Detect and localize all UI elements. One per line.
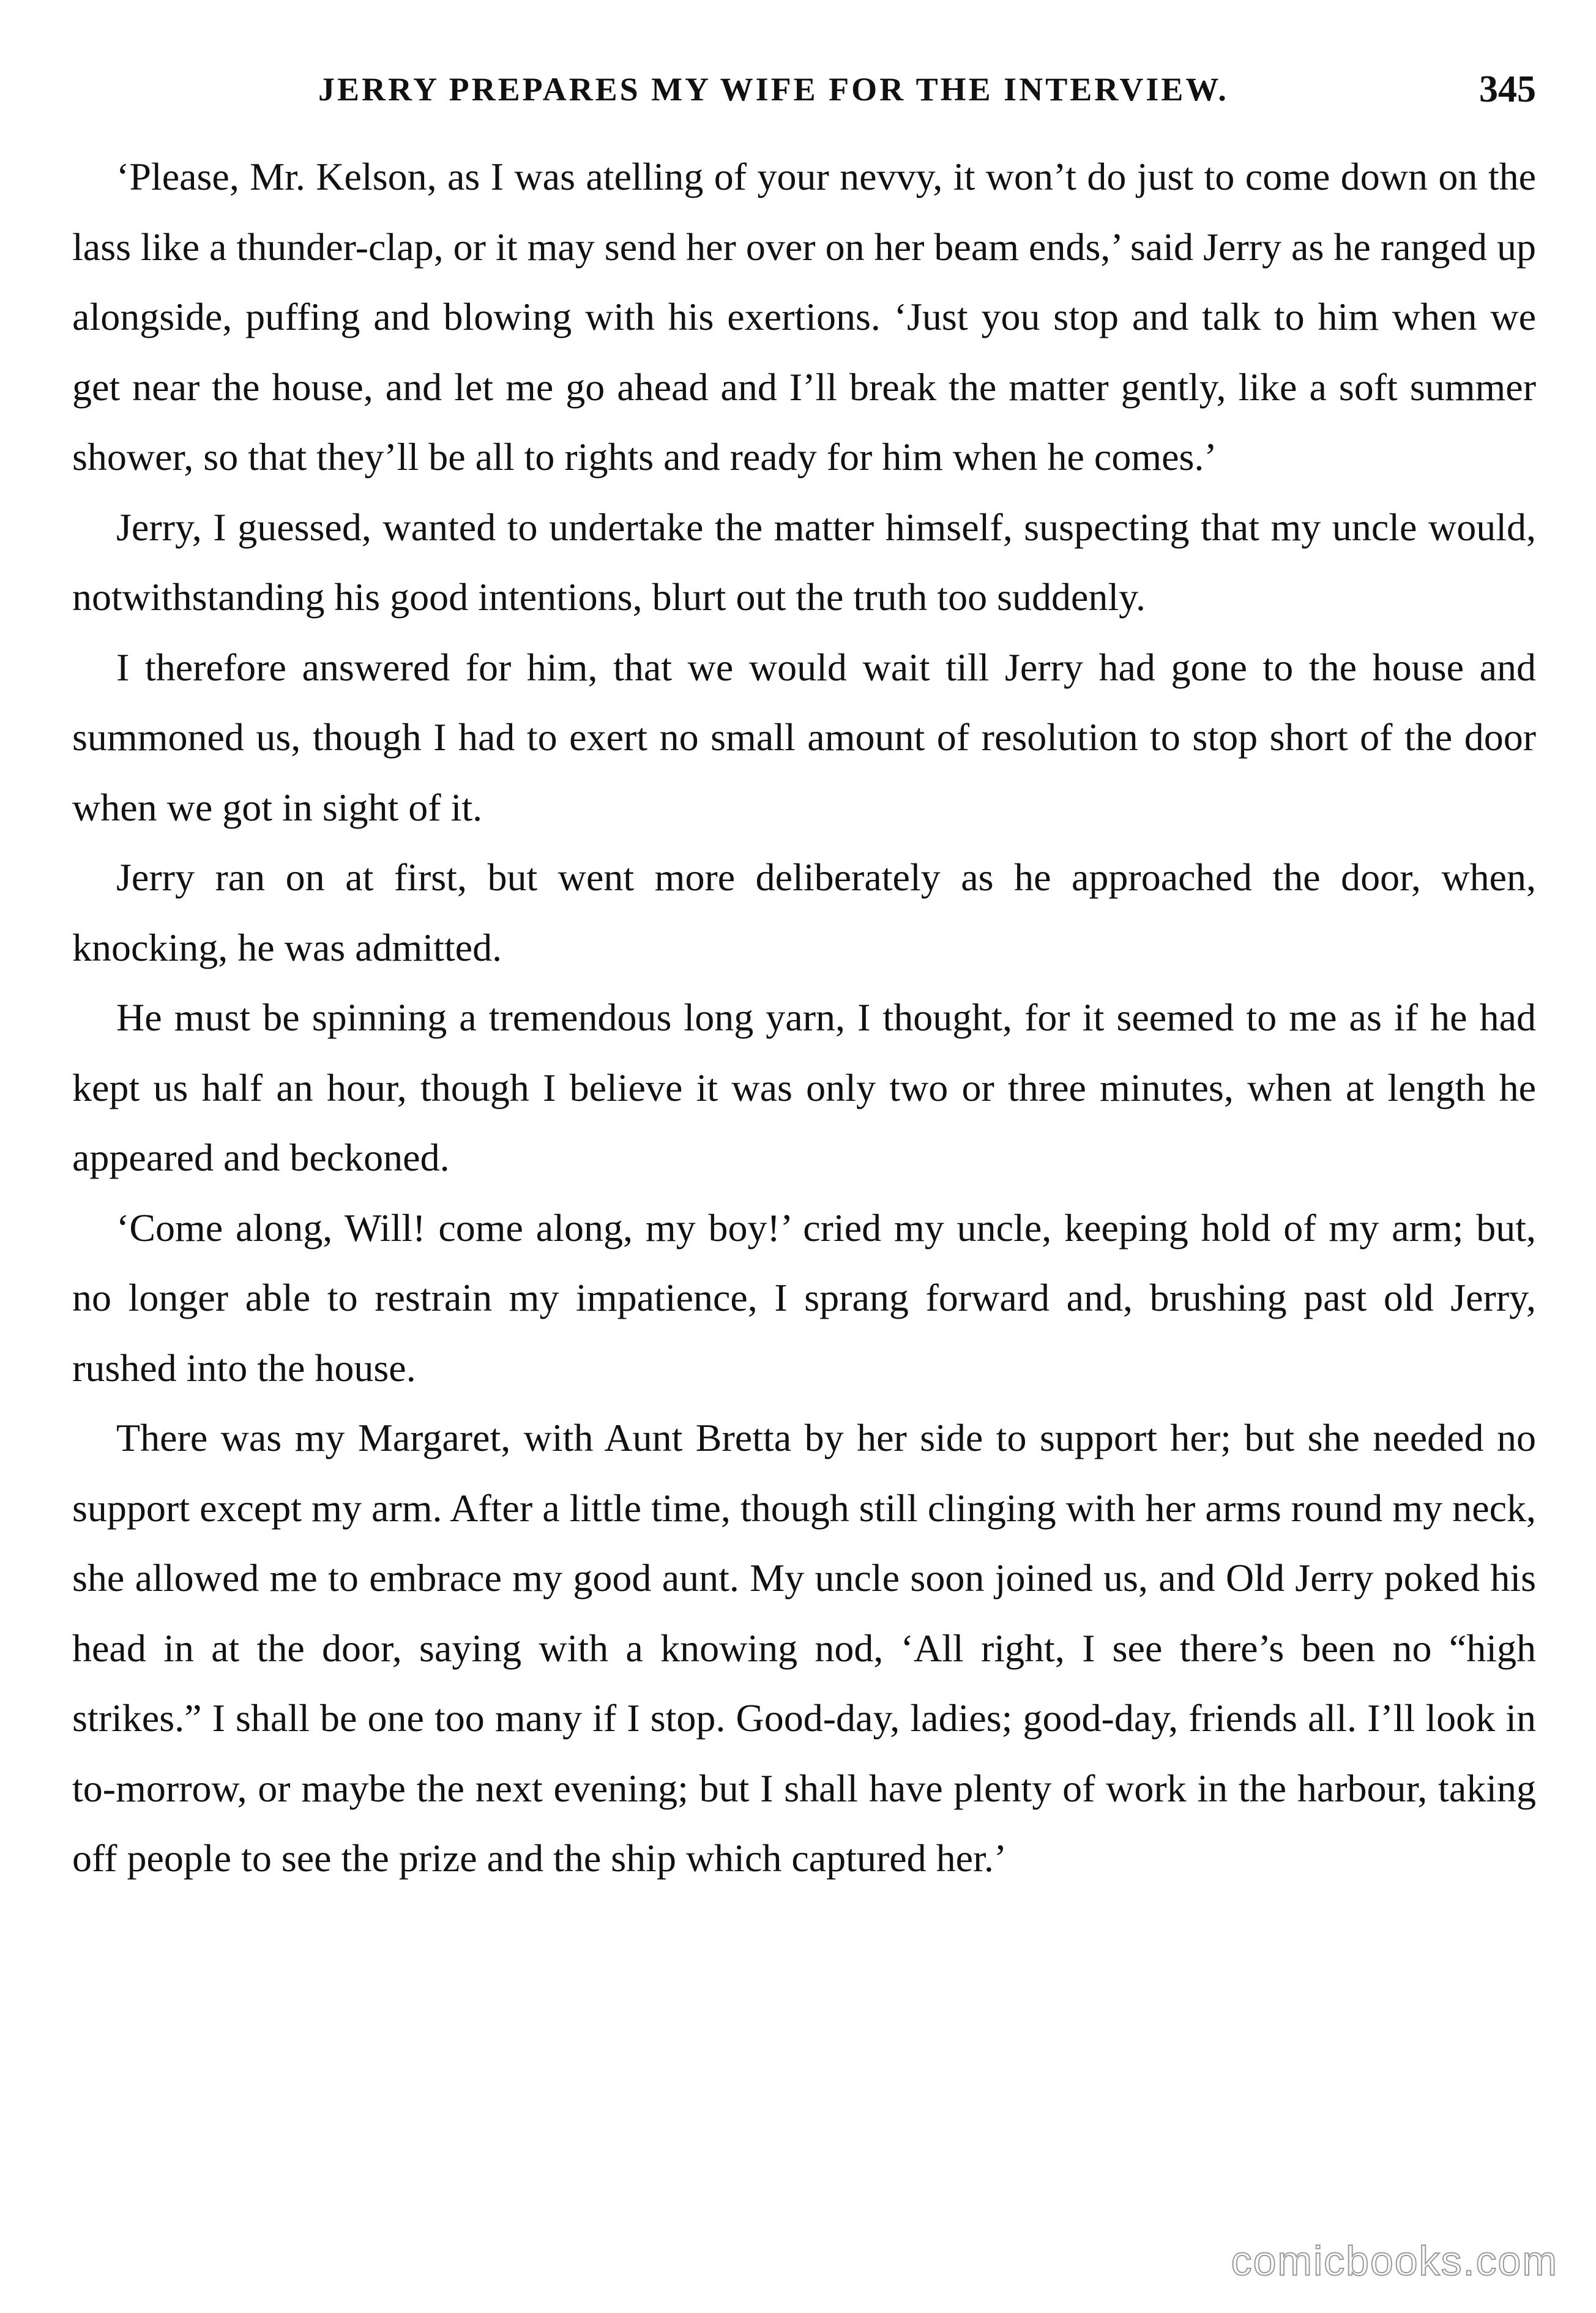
paragraph-5: He must be spinning a tremendous long yarn, I thought, for it seemed to me as if he had kept us half an hour, though I believe it was only two or three minutes, when at length he appeared and beckoned. (72, 996, 1536, 1179)
paragraph-7: There was my Margaret, with Aunt Bretta by her side to support her; but she needed no support except my arm. After a little time, though still clinging with her arms round my neck, she allowed me to embrace my good aunt. My uncle soon joined us, and Old Jerry poked his head in at the door, saying with a knowing nod, ‘All right, I see there’s been no “high strikes.” I shall be one too many if I stop. Good-day, ladies; good-day, friends all. I’ll look in to-morrow, or maybe the next evening; but I shall have plenty of work in the harbour, taking off people to see the prize and the ship which captured her.’ (72, 1416, 1536, 1880)
text-body (72, 142, 1536, 1894)
page-number: 345 (1479, 69, 1536, 110)
paragraph-3: I therefore answered for him, that we would wait till Jerry had gone to the house and summoned us, though I had to exert no small amount of resolution to stop short of the door when we got in sight of it. (72, 645, 1536, 829)
running-title: JERRY PREPARES MY WIFE FOR THE INTERVIEW. (318, 71, 1229, 108)
watermark-logo: comicbooks.com (1231, 2238, 1558, 2284)
paragraph-2: Jerry, I guessed, wanted to undertake the matter himself, suspecting that my uncle would, notwithstanding his good intentions, blurt out the truth too suddenly. (72, 505, 1536, 619)
paragraph-1: ‘Please, Mr. Kelson, as I was atelling of your nevvy, it won’t do just to come down on the lass like a thunder-clap, or it may send her over on her beam ends,’ said Jerry as he ranged up alongside, puffing and blowing with his exertions. ‘Just you stop and talk to him when we get near the house, and let me go ahead and I’ll break the matter gently, like a soft summer shower, so that they’ll be all to rights and ready for him when he comes.’ (72, 155, 1536, 479)
running-head (73, 59, 1536, 120)
paragraph-4: Jerry ran on at first, but went more deliberately as he approached the door, when, knocking, he was admitted. (72, 855, 1536, 969)
paragraph-6: ‘Come along, Will! come along, my boy!’ cried my uncle, keeping hold of my arm; but, no longer able to restrain my impatience, I sprang forward and, brushing past old Jerry, rushed into the house. (72, 1205, 1536, 1390)
